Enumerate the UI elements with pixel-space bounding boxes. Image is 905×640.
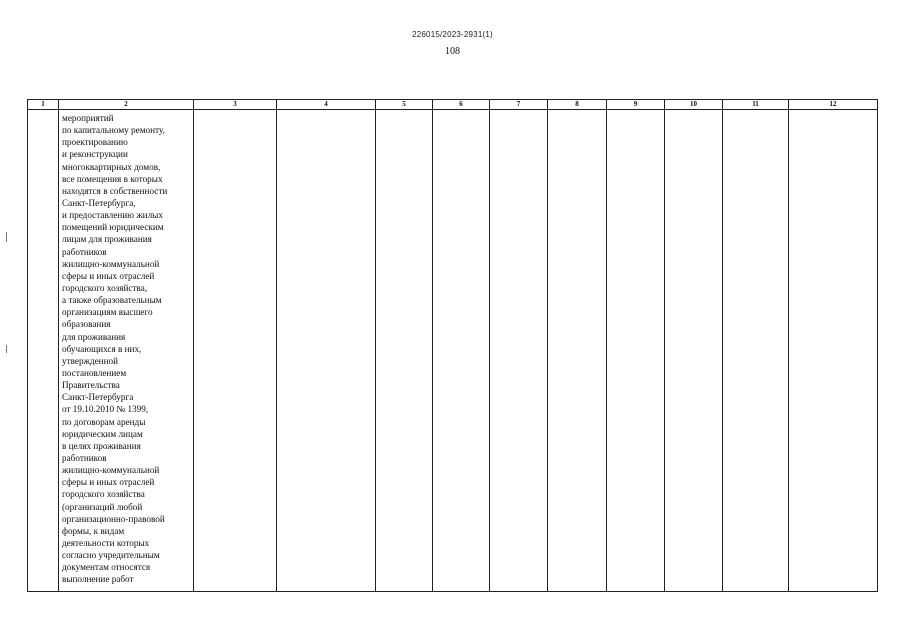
column-header-12: 12	[789, 100, 878, 110]
column-header-2: 2	[59, 100, 194, 110]
description-line: помещений юридическим	[62, 222, 164, 233]
description-line: от 19.10.2010 № 1399,	[62, 404, 149, 415]
description-line: сферы и иных отраслей	[62, 270, 155, 281]
column-number-row	[28, 100, 878, 110]
description-line: Санкт-Петербурга,	[62, 197, 136, 208]
cell-col-11	[723, 110, 789, 592]
column-header-1: 1	[28, 100, 59, 110]
description-line: Правительства	[62, 380, 120, 391]
description-line: согласно учредительным	[62, 550, 160, 561]
column-header-4: 4	[277, 100, 376, 110]
cell-col-5	[376, 110, 433, 592]
column-header-10: 10	[665, 100, 723, 110]
description-line: документам относятся	[62, 562, 151, 573]
description-line: по договорам аренды	[62, 416, 146, 427]
description-line: жилищно-коммунальной	[62, 258, 160, 269]
description-line: постановлением	[62, 367, 127, 378]
description-text	[59, 110, 193, 585]
description-line: работников	[62, 452, 107, 463]
cell-col-6	[433, 110, 490, 592]
description-line: мероприятий	[62, 113, 114, 123]
column-header-5: 5	[376, 100, 433, 110]
document-id: 226015/2023-2931(1)	[412, 30, 493, 39]
description-line: юридическим лицам	[62, 428, 143, 439]
column-header-11: 11	[723, 100, 789, 110]
scan-edge-mark	[6, 232, 7, 242]
description-line: в целях проживания	[62, 440, 141, 451]
description-line: образования	[62, 319, 111, 330]
description-line: лицам для проживания	[62, 234, 152, 245]
cell-col-8	[548, 110, 607, 592]
description-line: а также образовательным	[62, 295, 162, 306]
description-line: и предоставлению жилых	[62, 210, 163, 221]
column-header-9: 9	[607, 100, 665, 110]
description-line: выполнение работ	[62, 574, 134, 585]
column-header-8: 8	[548, 100, 607, 110]
description-line: обучающихся в них,	[62, 343, 142, 354]
cell-col-9	[607, 110, 665, 592]
description-line: находятся в собственности	[62, 185, 168, 196]
cell-col-10	[665, 110, 723, 592]
description-line: по капитальному ремонту,	[62, 125, 165, 136]
column-header-7: 7	[490, 100, 548, 110]
table-row	[28, 110, 878, 592]
description-line: Санкт-Петербурга	[62, 392, 134, 403]
description-line: многоквартирных домов,	[62, 161, 161, 172]
description-line: (организаций любой	[62, 501, 143, 512]
column-header-3: 3	[194, 100, 277, 110]
cell-col-1	[28, 110, 59, 592]
description-line: городского хозяйства	[62, 489, 145, 500]
description-line: формы, к видам	[62, 525, 125, 536]
description-line: все помещения в которых	[62, 173, 163, 184]
description-line: городского хозяйства,	[62, 282, 148, 293]
description-line: сферы и иных отраслей	[62, 477, 155, 488]
description-line: организационно-правовой	[62, 513, 165, 524]
page-number: 108	[445, 46, 460, 57]
scan-edge-mark	[6, 345, 7, 353]
description-line: проектированию	[62, 137, 128, 148]
description-line: для проживания	[62, 331, 126, 342]
cell-col-2	[59, 110, 194, 592]
description-line: и реконструкции	[62, 149, 128, 160]
cell-col-4	[277, 110, 376, 592]
column-header-6: 6	[433, 100, 490, 110]
description-line: работников	[62, 246, 107, 257]
description-line: деятельности которых	[62, 537, 150, 548]
description-line: жилищно-коммунальной	[62, 465, 160, 476]
description-line: организациям высшего	[62, 307, 153, 318]
cell-col-12	[789, 110, 878, 592]
description-line: утвержденной	[62, 355, 119, 366]
cell-col-7	[490, 110, 548, 592]
data-table	[27, 99, 878, 592]
cell-col-3	[194, 110, 277, 592]
